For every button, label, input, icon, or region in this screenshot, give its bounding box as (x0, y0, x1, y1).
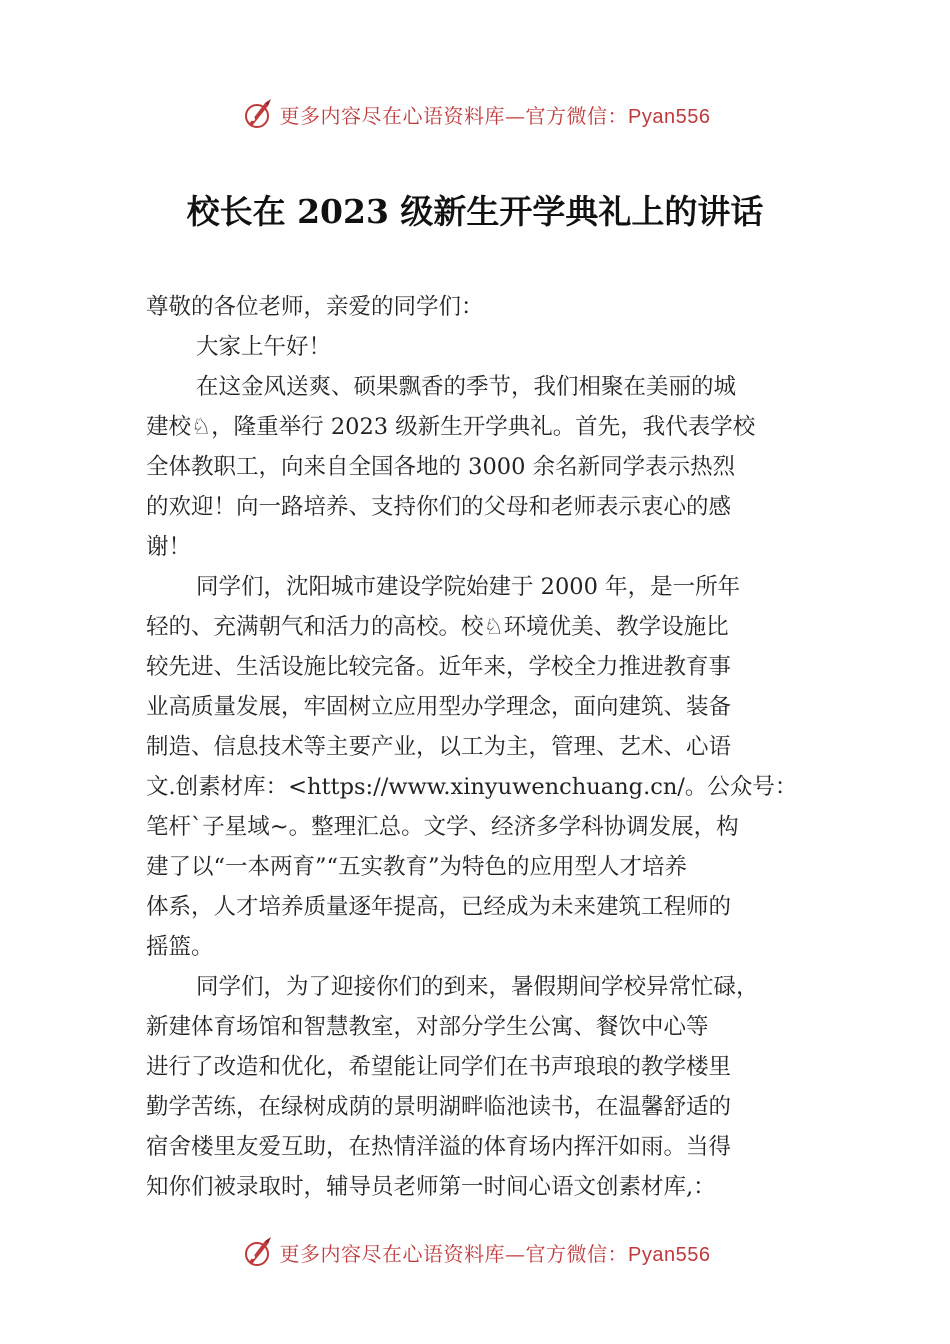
footer-brand: 更多内容尽在心语资料库 (279, 1241, 506, 1266)
paragraph-line: 尊敬的各位老师，亲爱的同学们： (146, 294, 484, 320)
paragraph-line: 文.创素材库：<https://www.xinyuwenchuang.cn/。公众号： (146, 774, 798, 800)
paragraph-line: 建了以“一本两育”“五实教育”为特色的应用型人才培养 (146, 854, 688, 880)
quill-pen-logo-icon (240, 1235, 274, 1269)
header-brand: 更多内容尽在心语资料库 (279, 103, 506, 128)
footer-dash: — (505, 1241, 526, 1266)
paragraph-line: 勤学苦练，在绿树成荫的景明湖畔临池读书，在温馨舒适的 (146, 1094, 732, 1120)
footer-banner (0, 1232, 950, 1272)
footer-wechat-label: 官方微信： (525, 1241, 629, 1266)
document-title: 校长在 2023 级新生开学典礼上的讲话 (186, 192, 764, 231)
header-banner-text (280, 100, 711, 129)
paragraph-line: 体系，人才培养质量逐年提高，已经成为未来建筑工程师的 (146, 894, 732, 920)
paragraph-line: 知你们被录取时，辅导员老师第一时间心语文创素材库,： (146, 1174, 716, 1200)
paragraph-line: 谢！ (146, 534, 192, 560)
paragraph-line: 新建体育场馆和智慧教室，对部分学生公寓、餐饮中心等 (146, 1014, 709, 1040)
paragraph-line: 在这金风送爽、硕果飘香的季节，我们相聚在美丽的城 (196, 374, 737, 400)
paragraph-line: 摇篮。 (146, 934, 214, 960)
paragraph-line: 业高质量发展，牢固树立应用型办学理念，面向建筑、装备 (146, 694, 732, 720)
header-dash: — (505, 103, 526, 128)
paragraph-line: 同学们，沈阳城市建设学院始建于 2000 年，是一所年 (196, 574, 741, 600)
paragraph-line: 的欢迎！向一路培养、支持你们的父母和老师表示衷心的感 (146, 494, 732, 520)
paragraph-line: 大家上午好！ (196, 334, 332, 360)
paragraph-line: 较先进、生活设施比较完备。近年来，学校全力推进教育事 (146, 654, 732, 680)
footer-banner-text (280, 1238, 711, 1267)
paragraph-line: 笔杆`子星域~。整理汇总。文学、经济多学科协调发展，构 (146, 814, 739, 840)
header-banner (0, 94, 950, 134)
paragraph-line: 全体教职工，向来自全国各地的 3000 余名新同学表示热烈 (146, 454, 736, 480)
paragraph-line: 制造、信息技术等主要产业，以工为主，管理、艺术、心语 (146, 734, 732, 760)
footer-wechat-id: Pyan556 (628, 1243, 711, 1266)
paragraph-line: 宿舍楼里友爱互助，在热情洋溢的体育场内挥汗如雨。当得 (146, 1134, 732, 1160)
document-body (146, 287, 816, 1207)
paragraph-line: 轻的、充满朝气和活力的高校。校♘环境优美、教学设施比 (146, 614, 729, 640)
header-wechat-id: Pyan556 (628, 105, 711, 128)
header-wechat-label: 官方微信： (525, 103, 629, 128)
paragraph-line: 进行了改造和优化，希望能让同学们在书声琅琅的教学楼里 (146, 1054, 732, 1080)
quill-pen-logo-icon (240, 97, 274, 131)
paragraph-line: 建校♘，隆重举行 2023 级新生开学典礼。首先，我代表学校 (146, 414, 756, 440)
paragraph-line: 同学们，为了迎接你们的到来，暑假期间学校异常忙碌， (196, 974, 759, 1000)
